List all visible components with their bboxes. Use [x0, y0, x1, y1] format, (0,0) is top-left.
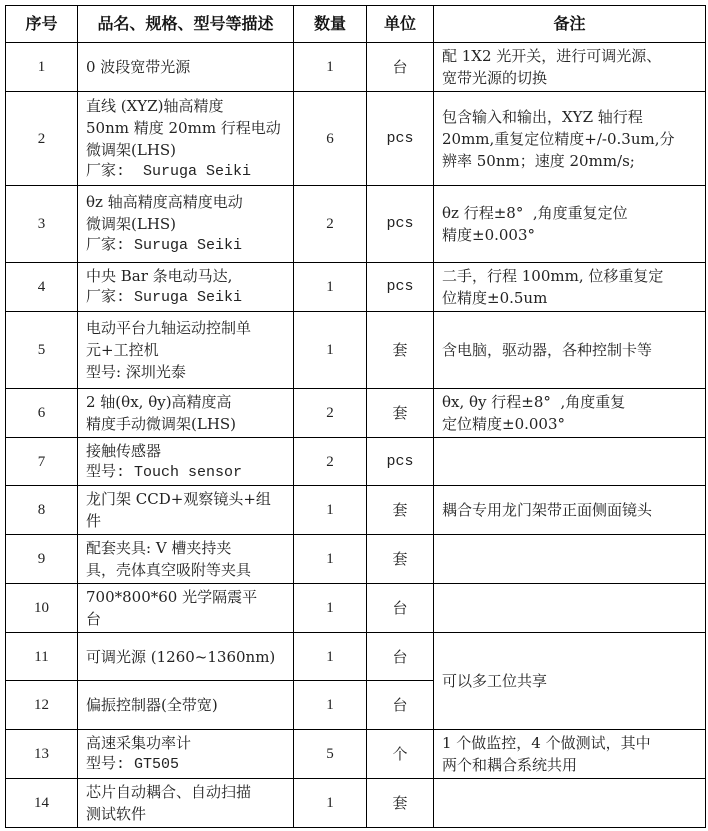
- text-line: 二手，行程 100mm, 位移重复定: [442, 267, 664, 285]
- table-row: [6, 438, 706, 486]
- cell-index: 13: [6, 730, 78, 779]
- table-row: [6, 535, 706, 584]
- table-row: [6, 730, 706, 779]
- text-line: 直线 (XYZ)轴高精度: [86, 96, 224, 115]
- table-row: [6, 633, 706, 681]
- cell-index: 12: [6, 681, 78, 730]
- text-line: 配 1X2 光开关，进行可调光源、: [442, 47, 662, 65]
- cell-unit: pcs: [367, 438, 434, 486]
- text-line: 宽带光源的切换: [442, 69, 548, 87]
- cell-remarks: [434, 312, 706, 389]
- cell-remarks: [434, 486, 706, 535]
- text-line: 厂家: Suruga Seiki: [86, 237, 243, 254]
- header-remarks: 备注: [434, 6, 706, 43]
- text-line: 两个和耦合系统共用: [442, 756, 578, 774]
- cell-index: 2: [6, 92, 78, 186]
- cell-quantity: 1: [294, 681, 367, 730]
- cell-description: [78, 389, 294, 438]
- cell-unit: 套: [367, 535, 434, 584]
- header-unit: 单位: [367, 6, 434, 43]
- text-line: 包含输入和输出，XYZ 轴行程: [442, 107, 643, 126]
- text-line: 芯片自动耦合、自动扫描: [86, 783, 252, 801]
- table-row: [6, 92, 706, 186]
- text-line: 耦合专用龙门架带正面侧面镜头: [442, 501, 653, 519]
- cell-remarks: [434, 389, 706, 438]
- text-line: 50nm 精度 20mm 行程电动: [86, 118, 281, 137]
- text-line: 元+工控机: [86, 341, 159, 359]
- text-line: 厂家: Suruga Seiki: [86, 162, 252, 180]
- text-line: 20mm,重复定位精度+/-0.3um,分: [442, 129, 675, 148]
- cell-quantity: 1: [294, 263, 367, 312]
- cell-description: [78, 633, 294, 681]
- text-line: 件: [86, 512, 102, 530]
- cell-index: 3: [6, 186, 78, 263]
- header-index: 序号: [6, 6, 78, 43]
- cell-unit: 套: [367, 389, 434, 438]
- cell-description: [78, 186, 294, 263]
- cell-index: 5: [6, 312, 78, 389]
- cell-description: [78, 681, 294, 730]
- text-line: 接触传感器: [86, 441, 162, 460]
- cell-description: [78, 92, 294, 186]
- table-row: [6, 584, 706, 633]
- text-line: θx, θy 行程±8° ,角度重复: [442, 393, 626, 411]
- table-header-row: [6, 6, 706, 43]
- table-row: [6, 779, 706, 828]
- equipment-spec-table: [5, 5, 706, 828]
- cell-quantity: 2: [294, 186, 367, 263]
- text-line: 型号: GT505: [86, 756, 180, 773]
- cell-index: 9: [6, 535, 78, 584]
- cell-index: 6: [6, 389, 78, 438]
- cell-remarks: [434, 92, 706, 186]
- cell-unit: 台: [367, 584, 434, 633]
- header-description: 品名、规格、型号等描述: [78, 6, 294, 43]
- text-line: 型号: Touch sensor: [86, 463, 243, 481]
- cell-description: [78, 779, 294, 828]
- text-line: 0 波段宽带光源: [86, 58, 191, 76]
- cell-description: [78, 263, 294, 312]
- cell-unit: pcs: [367, 92, 434, 186]
- text-line: 可调光源 (1260~1360nm): [86, 647, 276, 666]
- cell-quantity: 2: [294, 438, 367, 486]
- cell-remarks: [434, 263, 706, 312]
- text-line: 可以多工位共享: [442, 672, 548, 690]
- text-line: 具，壳体真空吸附等夹具: [86, 561, 252, 579]
- cell-quantity: 1: [294, 312, 367, 389]
- cell-description: [78, 584, 294, 633]
- cell-quantity: 1: [294, 633, 367, 681]
- cell-index: 10: [6, 584, 78, 633]
- cell-quantity: 1: [294, 535, 367, 584]
- cell-remarks: [434, 779, 706, 828]
- text-line: 高速采集功率计: [86, 734, 192, 752]
- cell-unit: 套: [367, 779, 434, 828]
- text-line: θz 轴高精度高精度电动: [86, 193, 243, 211]
- cell-remarks: [434, 43, 706, 92]
- text-line: θz 行程±8° ,角度重复定位: [442, 204, 628, 222]
- cell-remarks: [434, 730, 706, 779]
- text-line: 测试软件: [86, 805, 147, 823]
- text-line: 偏振控制器(全带宽): [86, 696, 218, 714]
- cell-index: 8: [6, 486, 78, 535]
- table-row: [6, 486, 706, 535]
- cell-remarks: [434, 584, 706, 633]
- text-line: 电动平台九轴运动控制单: [86, 319, 252, 337]
- text-line: 700*800*60 光学隔震平: [86, 588, 258, 606]
- cell-remarks: [434, 438, 706, 486]
- cell-remarks: [434, 633, 706, 730]
- table-row: [6, 186, 706, 263]
- cell-unit: 台: [367, 43, 434, 92]
- table-row: [6, 389, 706, 438]
- text-line: 精度±0.003°: [442, 226, 536, 244]
- text-line: 微调架(LHS): [86, 215, 177, 233]
- text-line: 型号: 深圳光泰: [86, 363, 186, 381]
- cell-unit: 个: [367, 730, 434, 779]
- cell-quantity: 6: [294, 92, 367, 186]
- cell-index: 7: [6, 438, 78, 486]
- cell-description: [78, 312, 294, 389]
- cell-unit: 套: [367, 486, 434, 535]
- text-line: 微调架(LHS): [86, 140, 177, 159]
- table-row: [6, 312, 706, 389]
- cell-description: [78, 730, 294, 779]
- cell-index: 14: [6, 779, 78, 828]
- cell-index: 4: [6, 263, 78, 312]
- table-row: [6, 43, 706, 92]
- text-line: 辨率 50nm；速度 20mm/s;: [442, 151, 635, 170]
- cell-unit: pcs: [367, 186, 434, 263]
- table-row: [6, 263, 706, 312]
- text-line: 厂家: Suruga Seiki: [86, 289, 243, 306]
- text-line: 1 个做监控，4 个做测试，其中: [442, 734, 651, 752]
- cell-unit: pcs: [367, 263, 434, 312]
- cell-quantity: 2: [294, 389, 367, 438]
- cell-unit: 台: [367, 681, 434, 730]
- text-line: 龙门架 CCD+观察镜头+组: [86, 490, 271, 508]
- cell-quantity: 5: [294, 730, 367, 779]
- cell-unit: 套: [367, 312, 434, 389]
- cell-quantity: 1: [294, 43, 367, 92]
- cell-description: [78, 43, 294, 92]
- cell-index: 11: [6, 633, 78, 681]
- cell-remarks: [434, 186, 706, 263]
- cell-quantity: 1: [294, 584, 367, 633]
- text-line: 2 轴(θx, θy)高精度高: [86, 393, 232, 411]
- cell-description: [78, 438, 294, 486]
- cell-index: 1: [6, 43, 78, 92]
- cell-description: [78, 535, 294, 584]
- text-line: 含电脑，驱动器，各种控制卡等: [442, 341, 653, 359]
- header-quantity: 数量: [294, 6, 367, 43]
- cell-quantity: 1: [294, 486, 367, 535]
- cell-remarks: [434, 535, 706, 584]
- text-line: 精度手动微调架(LHS): [86, 415, 237, 433]
- text-line: 配套夹具: V 槽夹持夹: [86, 539, 232, 557]
- cell-quantity: 1: [294, 779, 367, 828]
- text-line: 中央 Bar 条电动马达,: [86, 267, 233, 285]
- text-line: 位精度±0.5um: [442, 289, 548, 307]
- cell-description: [78, 486, 294, 535]
- cell-unit: 台: [367, 633, 434, 681]
- text-line: 台: [86, 610, 102, 628]
- text-line: 定位精度±0.003°: [442, 415, 566, 433]
